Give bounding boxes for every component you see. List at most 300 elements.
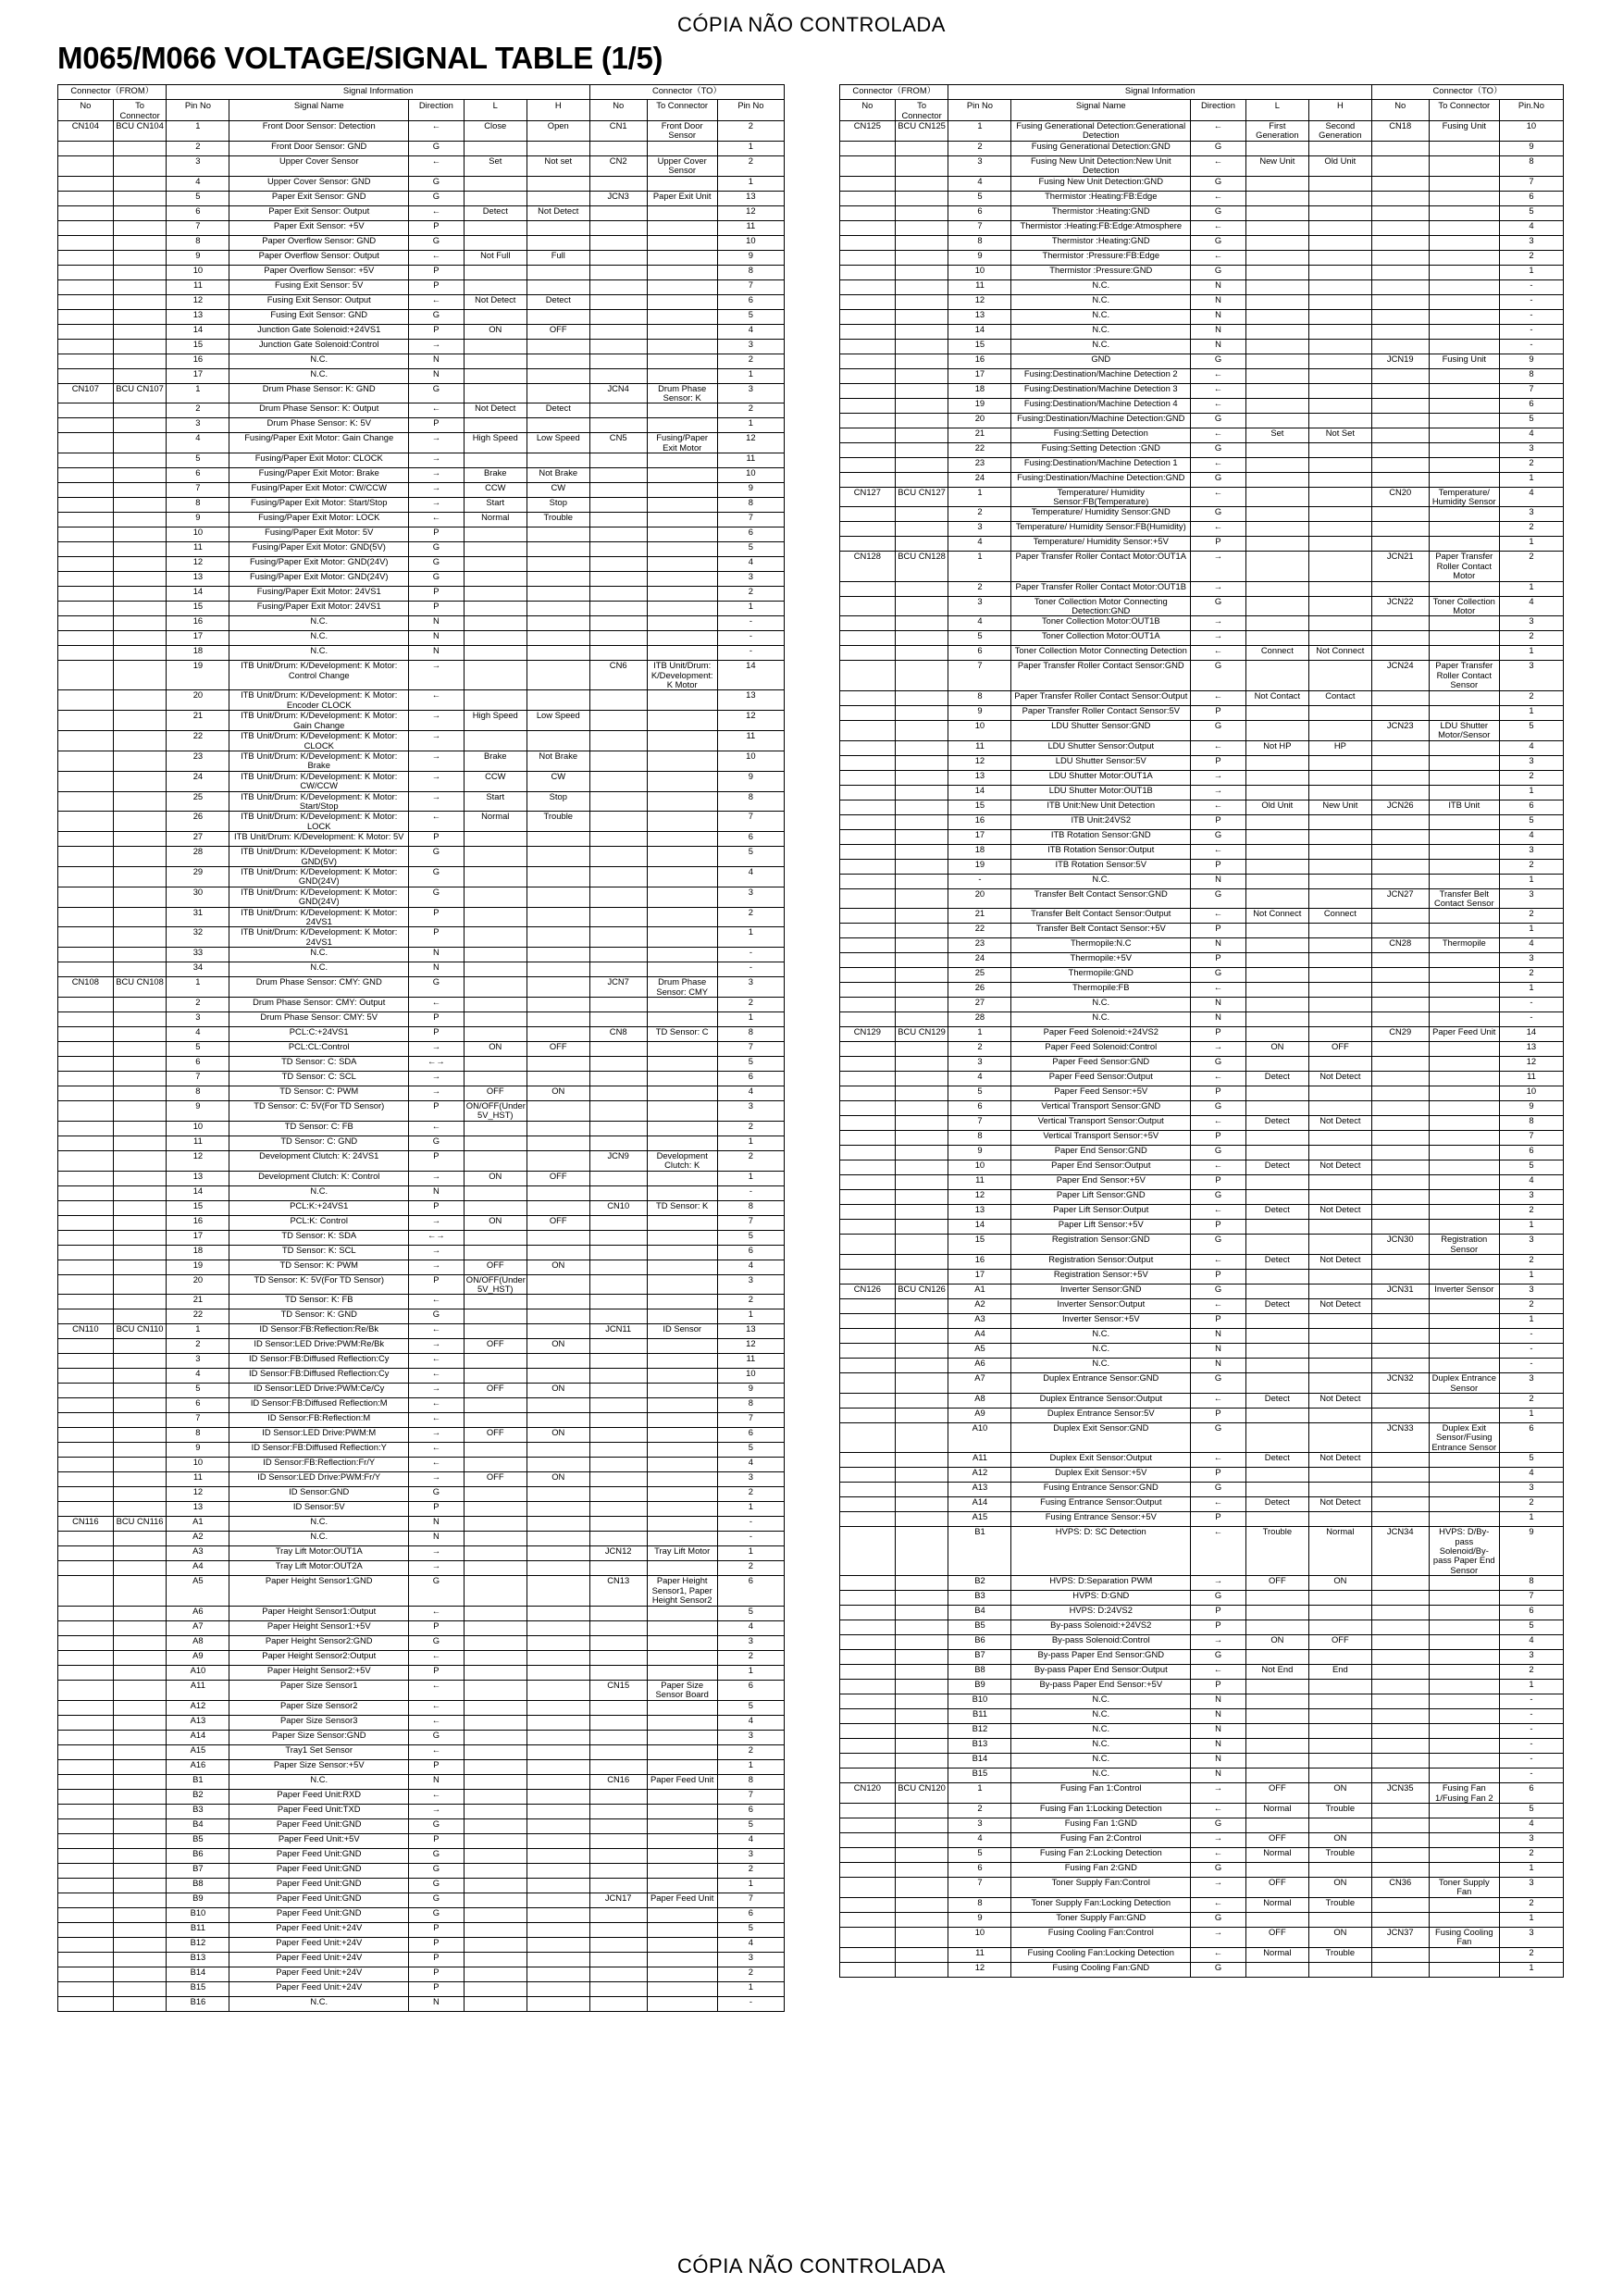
cell-l: Detect [1245, 1072, 1308, 1086]
cell-no [840, 581, 896, 596]
cell-l [1245, 265, 1308, 279]
cell-to-no [589, 1295, 647, 1309]
cell-to-connector-name [647, 1185, 717, 1200]
cell-signal-name: Registration Sensor:GND [1011, 1235, 1191, 1255]
cell-h [1308, 294, 1371, 309]
cell-l [1245, 442, 1308, 457]
cell-h [527, 1848, 589, 1863]
cell-h [527, 1620, 589, 1635]
table-row [58, 383, 785, 403]
cell-to-connector-name [1429, 1576, 1499, 1591]
cell-h [527, 1922, 589, 1937]
cell-to-connector-name [647, 812, 717, 832]
cell-signal-name: Paper End Sensor:+5V [1011, 1175, 1191, 1190]
cell-l: Not HP [1245, 740, 1308, 755]
cell-no [840, 814, 896, 829]
cell-pin-no: B14 [948, 1754, 1011, 1769]
cell-direction: P [1191, 1468, 1246, 1483]
cell-to-connector-name [1429, 1769, 1499, 1783]
cell-to-connector-name [647, 418, 717, 433]
header-to-connector: To Connector [647, 100, 717, 121]
table-row [840, 646, 1564, 661]
cell-to-pin-no: 8 [1499, 368, 1563, 383]
cell-pin-no: 1 [948, 1027, 1011, 1042]
table-row [840, 1606, 1564, 1620]
table-row [58, 1700, 785, 1715]
cell-pin-no: A1 [167, 1517, 229, 1532]
cell-no: CN110 [58, 1324, 114, 1339]
cell-no [58, 832, 114, 847]
cell-no [58, 1354, 114, 1369]
cell-no [58, 1818, 114, 1833]
cell-pin-no: 17 [948, 829, 1011, 844]
table-row [58, 1354, 785, 1369]
cell-to-pin-no: 5 [717, 309, 784, 324]
cell-no [58, 1774, 114, 1789]
cell-to-connector [895, 1863, 948, 1878]
table-row [58, 1260, 785, 1274]
cell-to-connector-name [647, 1922, 717, 1937]
cell-to-pin-no: 1 [1499, 705, 1563, 720]
cell-to-pin-no: 2 [717, 403, 784, 418]
cell-signal-name: Fusing/Paper Exit Motor: 24VS1 [229, 587, 409, 602]
cell-to-connector: BCU CN129 [895, 1027, 948, 1042]
cell-no [58, 1863, 114, 1878]
cell-h: Contact [1308, 690, 1371, 705]
cell-to-pin-no: 5 [1499, 1453, 1563, 1468]
cell-direction: P [1191, 1606, 1246, 1620]
cell-h [1308, 888, 1371, 909]
cell-to-pin-no: 8 [717, 265, 784, 279]
cell-to-connector [113, 1295, 167, 1309]
cell-to-connector-name [647, 1487, 717, 1502]
cell-to-pin-no: 9 [717, 483, 784, 498]
cell-to-connector [895, 1650, 948, 1665]
cell-to-pin-no: 4 [717, 866, 784, 887]
cell-direction: → [409, 791, 465, 812]
cell-to-pin-no: 13 [717, 690, 784, 711]
cell-to-connector-name [1429, 874, 1499, 888]
cell-to-no [1371, 1665, 1429, 1680]
cell-no [58, 1384, 114, 1398]
table-row [58, 587, 785, 602]
cell-to-pin-no: 4 [1499, 1818, 1563, 1833]
cell-to-no [1371, 705, 1429, 720]
cell-direction: ← [1191, 690, 1246, 705]
cell-signal-name: Fusing Fan 2:Locking Detection [1011, 1848, 1191, 1863]
cell-signal-name: TD Sensor: K: PWM [229, 1260, 409, 1274]
cell-pin-no: 21 [167, 1295, 229, 1309]
cell-signal-name: By-pass Solenoid:Control [1011, 1635, 1191, 1650]
cell-to-connector-name [1429, 1754, 1499, 1769]
table-row [840, 1709, 1564, 1724]
cell-signal-name: Front Door Sensor: Detection [229, 121, 409, 142]
cell-to-connector-name: Fusing Cooling Fan [1429, 1927, 1499, 1947]
cell-to-pin-no: 4 [717, 324, 784, 339]
cell-direction: G [1191, 1912, 1246, 1927]
cell-to-connector-name [647, 1700, 717, 1715]
cell-to-no [589, 1922, 647, 1937]
cell-to-pin-no: 5 [1499, 1804, 1563, 1818]
cell-direction: G [409, 235, 465, 250]
cell-direction: → [1191, 581, 1246, 596]
cell-to-connector-name [1429, 1190, 1499, 1205]
cell-to-connector-name [1429, 1160, 1499, 1175]
table-row [58, 1996, 785, 2011]
cell-to-connector-name [647, 1981, 717, 1996]
cell-h [527, 962, 589, 977]
cell-to-connector [113, 294, 167, 309]
cell-h [1308, 705, 1371, 720]
table-row [58, 1309, 785, 1324]
cell-to-pin-no: 2 [1499, 690, 1563, 705]
cell-no [840, 1576, 896, 1591]
cell-pin-no: 5 [167, 1042, 229, 1057]
cell-l [1245, 924, 1308, 938]
cell-to-pin-no: 6 [717, 294, 784, 309]
cell-to-no [1371, 690, 1429, 705]
cell-to-connector-name [1429, 1947, 1499, 1962]
cell-direction: P [1191, 814, 1246, 829]
cell-signal-name: Paper Height Sensor1:GND [229, 1576, 409, 1606]
cell-to-no: CN1 [589, 121, 647, 142]
cell-to-pin-no: 6 [1499, 398, 1563, 413]
table-row [58, 1398, 785, 1413]
cell-signal-name: Fusing Fan 2:GND [1011, 1863, 1191, 1878]
cell-l: OFF [1245, 1783, 1308, 1804]
cell-to-connector-name [647, 1443, 717, 1458]
cell-to-no: JCN31 [1371, 1285, 1429, 1299]
cell-no [58, 1952, 114, 1967]
cell-h: Trouble [1308, 1897, 1371, 1912]
cell-to-connector-name [647, 527, 717, 542]
cell-to-connector [895, 1057, 948, 1072]
cell-to-connector [895, 279, 948, 294]
cell-no [840, 339, 896, 354]
cell-pin-no: 10 [948, 265, 1011, 279]
cell-pin-no: 6 [167, 1398, 229, 1413]
cell-l [464, 1878, 527, 1893]
table-row [840, 1027, 1564, 1042]
cell-pin-no: 23 [948, 938, 1011, 953]
cell-no [58, 1012, 114, 1027]
cell-signal-name: N.C. [1011, 1694, 1191, 1709]
cell-h [527, 354, 589, 368]
cell-to-pin-no: 2 [1499, 250, 1563, 265]
cell-to-no [589, 527, 647, 542]
cell-no [58, 265, 114, 279]
cell-direction: G [409, 1136, 465, 1150]
cell-to-no: JCN23 [1371, 720, 1429, 740]
cell-l [464, 1324, 527, 1339]
cell-signal-name: Toner Supply Fan:Control [1011, 1878, 1191, 1898]
table-row [58, 1121, 785, 1136]
cell-to-pin-no: 2 [717, 1121, 784, 1136]
table-row [840, 1373, 1564, 1394]
table-row [58, 1818, 785, 1833]
cell-pin-no: 6 [167, 1057, 229, 1072]
cell-to-pin-no: 2 [1499, 457, 1563, 472]
cell-to-pin-no: 3 [1499, 1235, 1563, 1255]
cell-to-connector-name [1429, 690, 1499, 705]
cell-to-pin-no: 2 [1499, 859, 1563, 874]
cell-to-connector [113, 235, 167, 250]
cell-no [840, 354, 896, 368]
cell-l [1245, 770, 1308, 785]
table-row [58, 279, 785, 294]
cell-signal-name: Thermistor :Pressure:GND [1011, 265, 1191, 279]
cell-no [840, 1635, 896, 1650]
cell-l [1245, 1314, 1308, 1329]
table-row [58, 1620, 785, 1635]
cell-h [1308, 1012, 1371, 1027]
cell-direction: P [409, 927, 465, 948]
cell-l [1245, 1270, 1308, 1285]
cell-to-no [589, 646, 647, 661]
cell-direction: G [1191, 1863, 1246, 1878]
cell-no [840, 309, 896, 324]
table-row [840, 1205, 1564, 1220]
cell-pin-no: 2 [948, 507, 1011, 522]
cell-to-pin-no: 7 [1499, 176, 1563, 191]
cell-no [58, 1057, 114, 1072]
cell-signal-name: TD Sensor: K: FB [229, 1295, 409, 1309]
table-row [58, 1200, 785, 1215]
cell-direction: G [1191, 1962, 1246, 1977]
cell-to-no [1371, 1576, 1429, 1591]
cell-to-pin-no: 8 [1499, 1116, 1563, 1131]
table-row [840, 1393, 1564, 1408]
cell-to-pin-no: 4 [717, 1715, 784, 1730]
cell-pin-no: 15 [167, 1200, 229, 1215]
cell-to-pin-no: 5 [1499, 413, 1563, 428]
cell-l [1245, 1962, 1308, 1977]
cell-to-pin-no: 1 [1499, 874, 1563, 888]
cell-h [1308, 442, 1371, 457]
cell-direction: N [409, 631, 465, 646]
cell-signal-name: Paper Feed Unit:GND [229, 1893, 409, 1907]
cell-h [527, 1937, 589, 1952]
cell-l [1245, 1724, 1308, 1739]
table-row [58, 1072, 785, 1086]
cell-to-no [1371, 250, 1429, 265]
table-row [840, 1680, 1564, 1694]
cell-l [464, 1981, 527, 1996]
cell-direction: ← [1191, 191, 1246, 205]
cell-to-connector [895, 1235, 948, 1255]
cell-l [464, 1245, 527, 1260]
cell-l: Detect [1245, 1116, 1308, 1131]
cell-direction: P [1191, 1175, 1246, 1190]
cell-to-connector [113, 542, 167, 557]
cell-signal-name: Transfer Belt Contact Sensor:Output [1011, 909, 1191, 924]
cell-no [840, 1927, 896, 1947]
cell-l [464, 309, 527, 324]
cell-pin-no: 17 [167, 631, 229, 646]
cell-h: Trouble [527, 812, 589, 832]
cell-direction: N [1191, 1329, 1246, 1344]
cell-to-pin-no: 9 [1499, 141, 1563, 155]
cell-no [58, 1878, 114, 1893]
cell-signal-name: ID Sensor:FB:Reflection:M [229, 1413, 409, 1428]
cell-no [58, 907, 114, 927]
cell-direction: G [1191, 1422, 1246, 1452]
cell-direction: → [1191, 631, 1246, 646]
table-row [58, 235, 785, 250]
cell-h: ON [527, 1384, 589, 1398]
cell-pin-no: 9 [167, 1101, 229, 1122]
cell-direction: P [409, 279, 465, 294]
cell-to-connector-name [647, 1274, 717, 1295]
cell-h [527, 1245, 589, 1260]
cell-direction: ← [1191, 1072, 1246, 1086]
cell-to-no [1371, 1314, 1429, 1329]
cell-signal-name: HVPS: D:24VS2 [1011, 1606, 1191, 1620]
cell-to-pin-no: 6 [717, 1428, 784, 1443]
table-row [58, 962, 785, 977]
cell-pin-no: 15 [167, 339, 229, 354]
cell-to-connector [113, 141, 167, 155]
cell-to-connector-name [647, 1260, 717, 1274]
cell-direction: P [409, 1502, 465, 1517]
table-row [840, 829, 1564, 844]
cell-h: OFF [1308, 1042, 1371, 1057]
header-connector-to: Connector（TO） [589, 85, 784, 100]
cell-to-pin-no: 1 [717, 1502, 784, 1517]
cell-l [1245, 1359, 1308, 1373]
cell-no [58, 176, 114, 191]
table-row [58, 690, 785, 711]
cell-to-pin-no: - [1499, 309, 1563, 324]
cell-pin-no: 16 [948, 814, 1011, 829]
cell-to-connector-name [1429, 1962, 1499, 1977]
cell-direction: P [409, 832, 465, 847]
cell-l [464, 1532, 527, 1546]
table-row [840, 1818, 1564, 1833]
cell-to-connector [895, 1373, 948, 1394]
cell-h [527, 1309, 589, 1324]
table-row [58, 1833, 785, 1848]
cell-pin-no: A4 [167, 1561, 229, 1576]
cell-l [464, 1774, 527, 1789]
cell-l [464, 1907, 527, 1922]
cell-pin-no: A12 [948, 1468, 1011, 1483]
table-row [58, 1878, 785, 1893]
cell-to-connector: BCU CN108 [113, 977, 167, 998]
cell-to-connector [113, 1680, 167, 1700]
cell-to-pin-no: 3 [717, 1472, 784, 1487]
cell-to-connector-name: Duplex Entrance Sensor [1429, 1373, 1499, 1394]
cell-pin-no: 24 [167, 771, 229, 791]
cell-to-pin-no: 3 [717, 1274, 784, 1295]
cell-direction: G [1191, 1591, 1246, 1606]
cell-to-no: JCN9 [589, 1150, 647, 1171]
cell-direction: P [409, 1759, 465, 1774]
cell-to-connector-name [1429, 1863, 1499, 1878]
cell-signal-name: N.C. [1011, 1344, 1191, 1359]
cell-pin-no: 12 [948, 1190, 1011, 1205]
cell-pin-no: A7 [948, 1373, 1011, 1394]
cell-to-no [1371, 1818, 1429, 1833]
cell-pin-no: 34 [167, 962, 229, 977]
cell-pin-no: B4 [167, 1818, 229, 1833]
cell-h: OFF [527, 1171, 589, 1185]
cell-direction: N [409, 368, 465, 383]
header-no: No [1371, 100, 1429, 121]
header-direction: Direction [409, 100, 465, 121]
cell-signal-name: N.C. [229, 962, 409, 977]
cell-to-connector-name: Development Clutch: K [647, 1150, 717, 1171]
cell-direction: N [1191, 1709, 1246, 1724]
cell-to-connector-name [647, 1171, 717, 1185]
cell-h [1308, 1818, 1371, 1833]
cell-no [840, 522, 896, 537]
cell-h [527, 1744, 589, 1759]
cell-to-connector [113, 1185, 167, 1200]
cell-direction: → [409, 1245, 465, 1260]
cell-to-pin-no: 5 [717, 542, 784, 557]
cell-direction: G [1191, 265, 1246, 279]
cell-signal-name: Paper Feed Unit:GND [229, 1907, 409, 1922]
cell-pin-no: B2 [948, 1576, 1011, 1591]
cell-direction: → [409, 339, 465, 354]
cell-to-no [589, 631, 647, 646]
cell-to-connector-name [647, 1230, 717, 1245]
cell-to-no: CN2 [589, 155, 647, 176]
cell-direction: → [409, 1472, 465, 1487]
cell-to-no [1371, 1160, 1429, 1175]
cell-signal-name: Thermistor :Heating:FB:Edge [1011, 191, 1191, 205]
cell-no [840, 800, 896, 814]
cell-no [840, 953, 896, 968]
cell-to-pin-no: - [1499, 1359, 1563, 1373]
cell-pin-no: 1 [948, 487, 1011, 507]
cell-to-connector [895, 1042, 948, 1057]
cell-l: OFF [464, 1260, 527, 1274]
cell-h [527, 661, 589, 690]
cell-h [1308, 522, 1371, 537]
cell-to-pin-no: 10 [1499, 121, 1563, 142]
cell-no [58, 368, 114, 383]
cell-to-no [589, 1744, 647, 1759]
cell-to-pin-no: 3 [1499, 507, 1563, 522]
cell-to-no [589, 250, 647, 265]
cell-to-no: CN28 [1371, 938, 1429, 953]
table-row [58, 1532, 785, 1546]
cell-to-no [1371, 1270, 1429, 1285]
cell-pin-no: 13 [167, 1171, 229, 1185]
cell-signal-name: Paper Height Sensor2:Output [229, 1650, 409, 1665]
cell-to-pin-no: 1 [1499, 1680, 1563, 1694]
cell-to-pin-no: 2 [1499, 1665, 1563, 1680]
cell-pin-no: 9 [948, 250, 1011, 265]
cell-to-pin-no: 11 [717, 453, 784, 468]
cell-l [1245, 1620, 1308, 1635]
cell-direction: P [409, 1952, 465, 1967]
cell-to-connector [113, 998, 167, 1012]
cell-direction: ← [1191, 646, 1246, 661]
cell-signal-name: Duplex Entrance Sensor:Output [1011, 1393, 1191, 1408]
cell-h [527, 339, 589, 354]
cell-to-connector [895, 1912, 948, 1927]
cell-direction: → [409, 1086, 465, 1101]
cell-direction: N [1191, 1344, 1246, 1359]
cell-l [464, 1833, 527, 1848]
table-row [58, 1428, 785, 1443]
table-row [840, 1344, 1564, 1359]
cell-to-no [589, 418, 647, 433]
table-row [58, 1893, 785, 1907]
